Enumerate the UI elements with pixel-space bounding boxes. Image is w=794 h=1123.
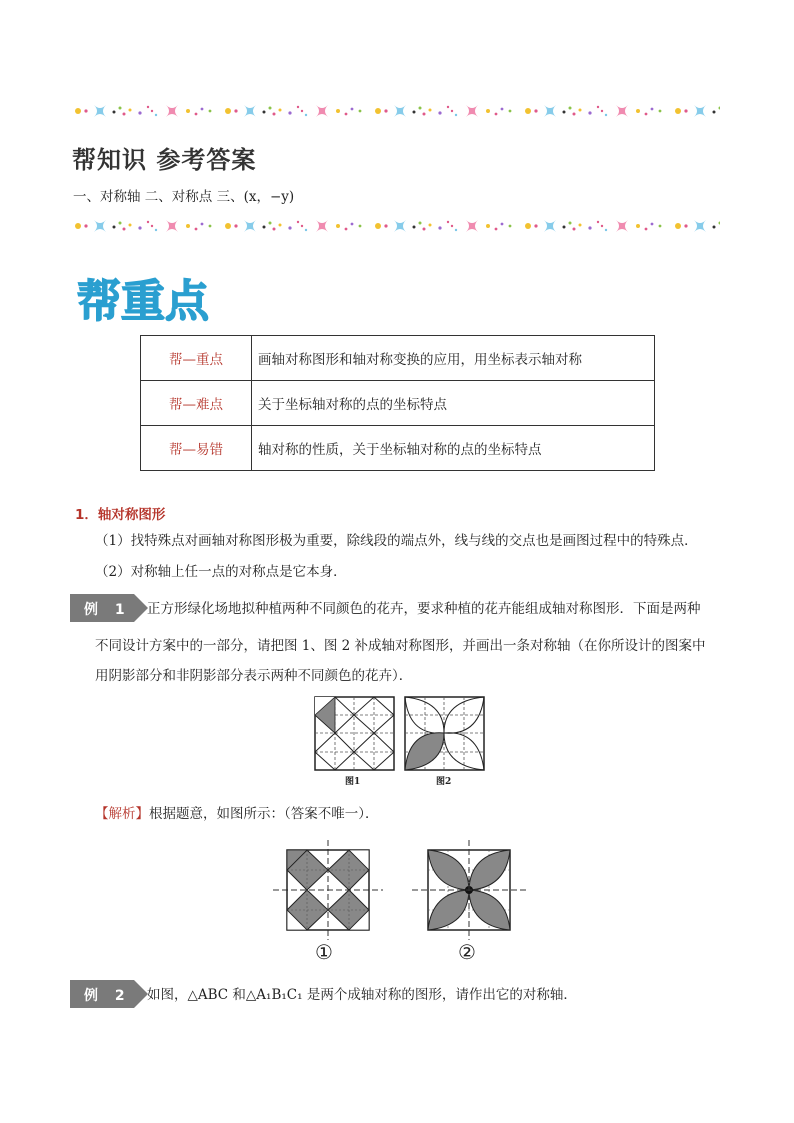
row-label: 帮—难点 (141, 381, 252, 426)
example-1-line: 不同设计方案中的一部分，请把图 1、图 2 补成轴对称图形，并画出一条对称轴（在你所设计的图案中 (95, 638, 706, 654)
figure-1-caption: 图1 (345, 777, 361, 787)
figure-2 (404, 696, 486, 772)
key-points-table (140, 335, 655, 471)
decorative-border-bottom (70, 215, 720, 237)
row-label: 帮—重点 (141, 336, 252, 381)
row-content: 轴对称的性质，关于坐标轴对称的点的坐标特点 (252, 426, 655, 471)
svg-text:帮重点: 帮重点 (77, 276, 209, 327)
key-points-heading (75, 270, 245, 330)
example-2-tag: 例 2 (70, 980, 150, 1008)
table-row (141, 336, 655, 381)
analysis-body: 根据题意，如图所示：（答案不唯一）． (149, 806, 379, 822)
figure-1 (314, 696, 396, 772)
decorative-border-top (70, 100, 720, 122)
table-row (141, 381, 655, 426)
table-row (141, 426, 655, 471)
paragraph: （1）找特殊点对画轴对称图形极为重要，除线段的端点外，线与线的交点也是画图过程中的特殊点． (95, 533, 698, 549)
ref-answer-text: 一、对称轴 二、对称点 三、(x，−y) (73, 189, 295, 205)
row-content: 关于坐标轴对称的点的坐标特点 (252, 381, 655, 426)
example-1-tag: 例 1 (70, 594, 150, 622)
answer-1-label: ① (315, 940, 333, 964)
row-label: 帮—易错 (141, 426, 252, 471)
example-2-text: 如图，△ABC 和△A₁B₁C₁ 是两个成轴对称的图形，请作出它的对称轴． (147, 987, 577, 1003)
figure-2-caption: 图2 (436, 777, 452, 787)
section-title: 1．轴对称图形 (75, 507, 166, 523)
answer-figure-1 (273, 840, 383, 945)
ref-answer-title: 帮知识 参考答案 (72, 146, 257, 174)
example-1-line: 用阴影部分和非阴影部分表示两种不同颜色的花卉）． (95, 668, 413, 684)
paragraph: （2）对称轴上任一点的对称点是它本身． (95, 564, 347, 580)
row-content: 画轴对称图形和轴对称变换的应用，用坐标表示轴对称 (252, 336, 655, 381)
example-1-line: 正方形绿化场地拟种植两种不同颜色的花卉，要求种植的花卉能组成轴对称图形．下面是两种 (147, 601, 701, 617)
analysis-text (95, 805, 379, 823)
analysis-label: 【解析】 (95, 806, 149, 822)
answer-figure-2 (408, 840, 528, 945)
answer-2-label: ② (458, 940, 476, 964)
